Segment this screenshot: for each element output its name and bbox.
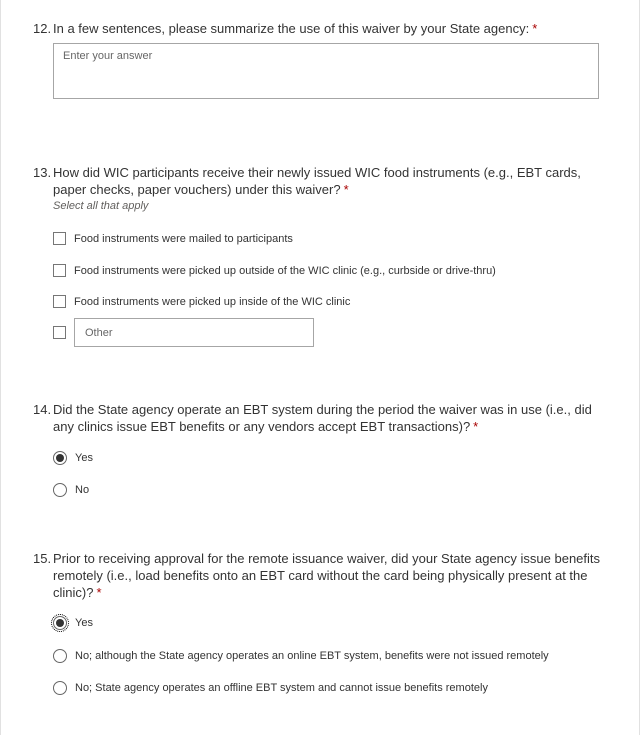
answer-placeholder: Enter your answer bbox=[63, 50, 153, 62]
question-number: 12. bbox=[33, 21, 52, 36]
required-mark: * bbox=[343, 182, 349, 197]
radio-button[interactable] bbox=[53, 649, 67, 663]
option-label: No; although the State agency operates an online EBT system, benefits were not issued remotely bbox=[75, 650, 549, 662]
question-12-title bbox=[33, 20, 608, 37]
radio-option[interactable] bbox=[53, 451, 93, 465]
option-label: Food instruments were picked up outside of the WIC clinic (e.g., curbside or drive-thru) bbox=[74, 264, 496, 277]
question-12 bbox=[33, 20, 608, 62]
checkbox-option[interactable] bbox=[53, 264, 496, 277]
question-15 bbox=[33, 550, 608, 694]
checkbox-option[interactable] bbox=[53, 295, 350, 308]
checkbox[interactable] bbox=[53, 264, 66, 277]
required-mark: * bbox=[96, 585, 102, 600]
other-input[interactable] bbox=[74, 318, 314, 347]
radio-button[interactable] bbox=[53, 483, 67, 497]
checkbox-option-other[interactable] bbox=[53, 318, 314, 347]
question-number: 15. bbox=[33, 551, 52, 566]
option-label: No bbox=[75, 484, 90, 496]
radio-option[interactable] bbox=[53, 483, 89, 497]
option-label: Yes bbox=[75, 617, 93, 629]
question-text: Did the State agency operate an EBT system during the period the waiver was in use (i.e., did any clinics issue EBT benefits or any vendors accept EBT transactions)? bbox=[53, 402, 592, 434]
radio-option[interactable] bbox=[53, 616, 93, 630]
radio-button[interactable] bbox=[53, 616, 67, 630]
option-label: Food instruments were mailed to participants bbox=[74, 232, 293, 245]
radio-button[interactable] bbox=[53, 681, 67, 695]
checkbox[interactable] bbox=[53, 295, 66, 308]
checkbox[interactable] bbox=[53, 232, 66, 245]
question-number: 13. bbox=[33, 165, 52, 180]
question-13 bbox=[33, 164, 608, 339]
radio-option[interactable] bbox=[53, 649, 549, 663]
option-label: Yes bbox=[75, 452, 93, 464]
answer-textarea[interactable] bbox=[53, 43, 599, 99]
question-15-title bbox=[33, 550, 608, 601]
question-14 bbox=[33, 401, 608, 496]
question-text: How did WIC participants receive their newly issued WIC food instruments (e.g., EBT cards, paper checks, paper vouchers) under this waiver? bbox=[53, 165, 581, 197]
checkbox-option[interactable] bbox=[53, 232, 293, 245]
checkbox[interactable] bbox=[53, 326, 66, 339]
question-text: In a few sentences, please summarize the use of this waiver by your State agency: bbox=[53, 21, 530, 36]
select-all-hint: Select all that apply bbox=[53, 200, 149, 212]
option-label: Food instruments were picked up inside of the WIC clinic bbox=[74, 295, 351, 308]
radio-button[interactable] bbox=[53, 451, 67, 465]
radio-option[interactable] bbox=[53, 681, 488, 695]
option-label: No; State agency operates an offline EBT system and cannot issue benefits remotely bbox=[75, 682, 488, 694]
question-number: 14. bbox=[33, 402, 52, 417]
question-13-title bbox=[33, 164, 608, 198]
question-14-title bbox=[33, 401, 608, 435]
required-mark: * bbox=[532, 21, 538, 36]
other-placeholder: Other bbox=[85, 326, 113, 339]
required-mark: * bbox=[473, 419, 479, 434]
question-text: Prior to receiving approval for the remote issuance waiver, did your State agency issue benefits remotely (i.e., load benefits onto an EBT card without the card being physically present at the clinic)? bbox=[53, 551, 601, 600]
